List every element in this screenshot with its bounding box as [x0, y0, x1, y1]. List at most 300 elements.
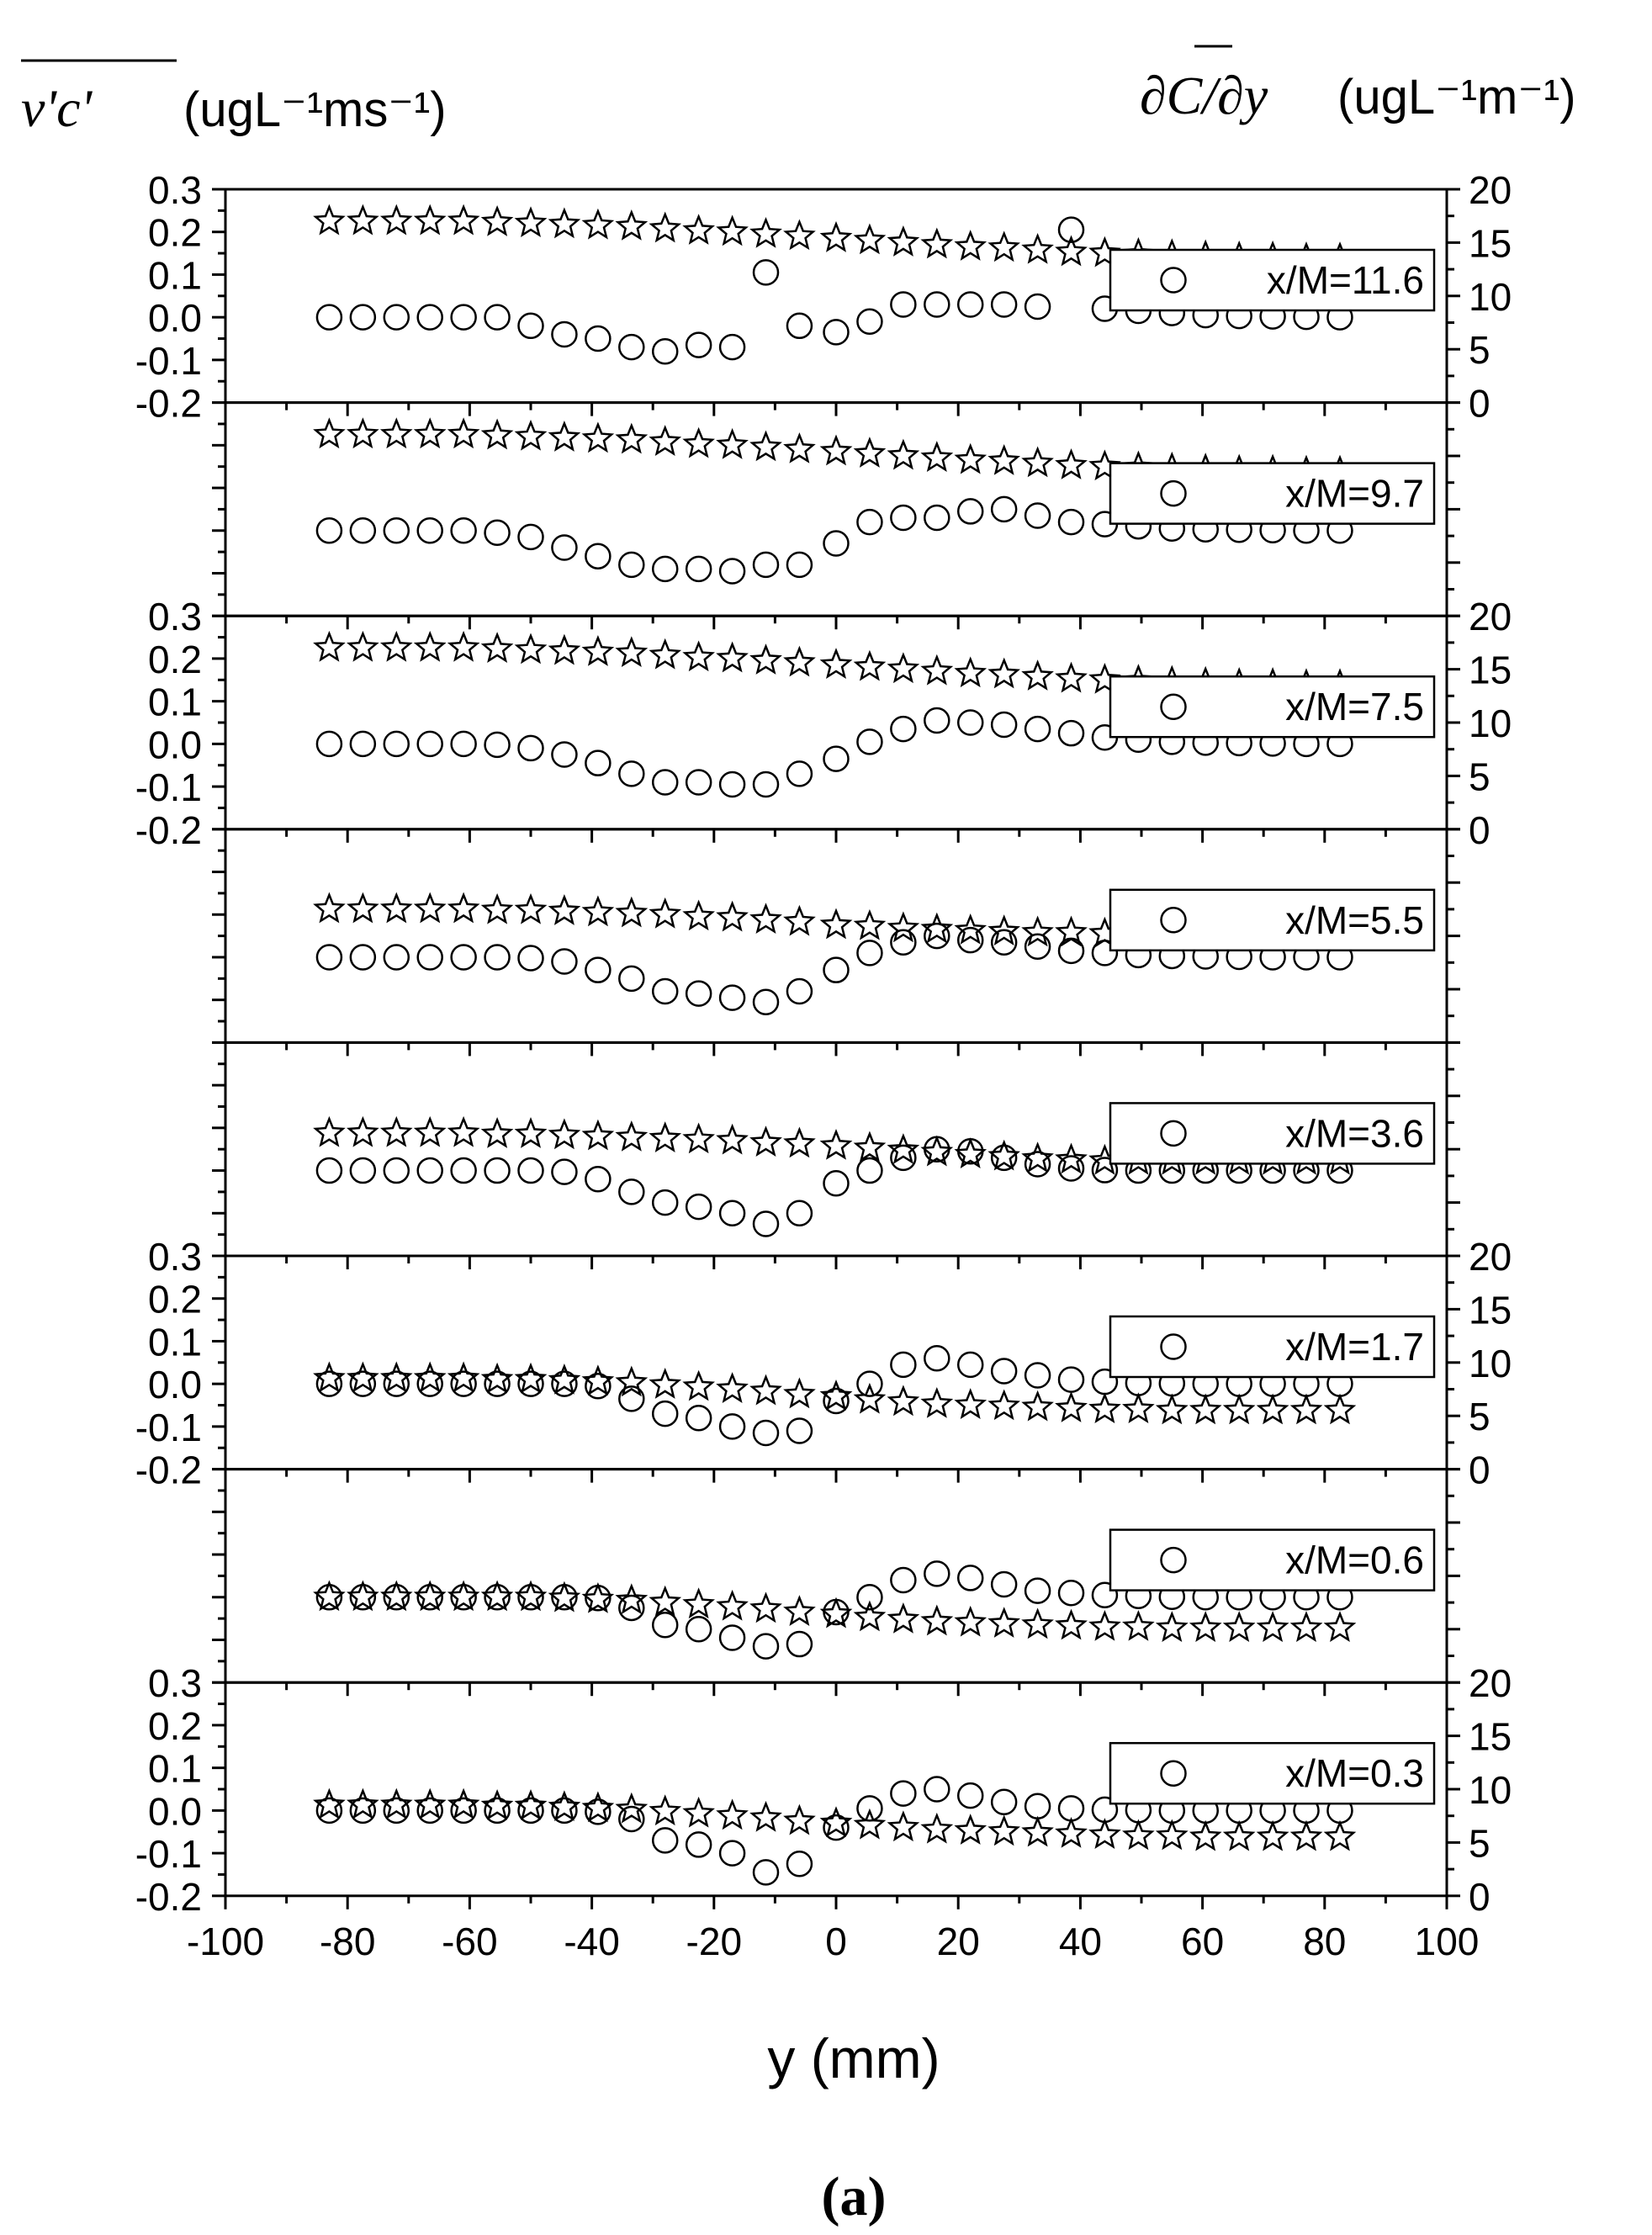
circle-point	[720, 1201, 744, 1226]
star-point	[856, 226, 883, 252]
circle-point	[891, 292, 915, 316]
circle-point	[384, 1158, 409, 1183]
star-point	[718, 1375, 745, 1401]
circle-point	[519, 736, 543, 760]
star-point	[718, 1802, 745, 1828]
star-point	[1192, 1614, 1219, 1640]
star-point	[890, 228, 917, 254]
panel-4	[212, 829, 1460, 1057]
star-point	[416, 207, 443, 233]
left-tick-label: -0.2	[135, 381, 202, 426]
star-point	[383, 895, 410, 921]
circle-point	[317, 1158, 342, 1183]
star-point	[450, 421, 477, 447]
star-point	[517, 636, 544, 662]
circle-point	[686, 771, 711, 795]
star-point	[315, 895, 342, 921]
star-point	[786, 649, 813, 675]
right-tick-label: 5	[1469, 1821, 1491, 1866]
left-tick-label: -0.2	[135, 1874, 202, 1919]
star-point	[924, 657, 950, 683]
legend-label: x/M=0.6	[1285, 1538, 1424, 1582]
right-tick-label: 15	[1469, 1288, 1512, 1332]
star-point	[686, 1373, 712, 1399]
star-point	[1326, 1823, 1353, 1849]
circle-point	[857, 1158, 882, 1183]
circle-point	[1025, 294, 1050, 319]
circle-point	[720, 1625, 744, 1650]
circle-point	[857, 510, 882, 534]
star-point	[991, 1818, 1018, 1844]
legend	[1110, 1316, 1434, 1377]
circle-point	[485, 305, 510, 330]
right-tick-label: 20	[1469, 1235, 1512, 1279]
star-point	[315, 421, 342, 447]
star-point	[484, 1120, 511, 1146]
star-point	[585, 1122, 612, 1148]
left-tick-label: -0.2	[135, 1448, 202, 1492]
circle-point	[585, 326, 610, 351]
left-tick-label: 0.1	[148, 253, 202, 298]
right-axis-units: (ugL⁻¹m⁻¹)	[1337, 70, 1576, 124]
circle-point	[552, 322, 576, 347]
circle-point	[992, 497, 1016, 522]
star-point	[924, 1815, 950, 1841]
circle-point	[891, 1568, 915, 1592]
star-point	[517, 422, 544, 448]
circle-point	[787, 1201, 812, 1226]
star-point	[585, 1368, 612, 1394]
star-point	[618, 899, 645, 925]
circle-point	[384, 732, 409, 756]
circle-point	[519, 1158, 543, 1183]
star-point	[450, 1119, 477, 1145]
star-point	[652, 1370, 679, 1396]
star-point	[856, 912, 883, 938]
circle-point	[519, 945, 543, 970]
circle-point	[824, 1815, 849, 1840]
circle-point	[1059, 939, 1083, 963]
circle-point	[485, 1798, 510, 1823]
star-point	[551, 897, 578, 923]
star-point	[890, 1605, 917, 1631]
left-tick-label: 0.3	[148, 1235, 202, 1279]
star-point	[991, 447, 1018, 473]
star-point	[786, 435, 813, 461]
star-point	[517, 1365, 544, 1391]
left-tick-label: 0.2	[148, 637, 202, 681]
panel-7	[212, 1470, 1460, 1697]
circle-point	[720, 1414, 744, 1438]
right-tick-label: 20	[1469, 1661, 1512, 1706]
star-point	[957, 1391, 984, 1417]
star-point	[652, 900, 679, 926]
circle-point	[824, 320, 849, 344]
circle-point	[317, 305, 342, 330]
circle-point	[992, 1790, 1016, 1814]
star-point	[1259, 1396, 1286, 1422]
x-axis-title: y (mm)	[767, 2027, 940, 2089]
right-tick-label: 10	[1469, 702, 1512, 745]
circle-point	[720, 335, 744, 359]
star-point	[890, 1388, 917, 1414]
circle-point	[720, 772, 744, 797]
circle-point	[585, 1799, 610, 1824]
circle-point	[1025, 717, 1050, 741]
star-point	[551, 1121, 578, 1147]
star-point	[786, 1130, 813, 1156]
circle-point	[824, 1389, 849, 1413]
circle-point	[1025, 1364, 1050, 1388]
star-point	[786, 222, 813, 248]
star-point	[1326, 1614, 1353, 1640]
circle-point	[787, 314, 812, 338]
star-point	[551, 1366, 578, 1392]
star-point	[315, 207, 342, 233]
star-point	[1293, 1614, 1320, 1640]
star-point	[517, 896, 544, 922]
left-tick-label: 0.0	[148, 1363, 202, 1407]
circle-point	[992, 292, 1016, 316]
star-point	[718, 903, 745, 929]
circle-point	[485, 521, 510, 545]
circle-point	[619, 761, 643, 786]
circle-point	[686, 1832, 711, 1856]
circle-point	[418, 1158, 442, 1183]
star-point	[924, 1607, 950, 1634]
right-tick-label: 0	[1469, 381, 1491, 426]
circle-point	[686, 1194, 711, 1219]
star-point	[991, 234, 1018, 260]
panels-group	[135, 168, 1512, 1919]
circle-point	[992, 1358, 1016, 1383]
star-point	[585, 211, 612, 237]
circle-point	[619, 1179, 643, 1204]
right-tick-label: 10	[1469, 274, 1512, 319]
x-axis	[187, 1920, 1479, 1963]
star-point	[1293, 1396, 1320, 1422]
legend	[1110, 463, 1434, 524]
circle-point	[754, 1634, 778, 1659]
panel-8	[135, 1661, 1512, 1919]
star-point	[718, 431, 745, 457]
circle-point	[857, 940, 882, 965]
circle-point	[754, 1860, 778, 1884]
circle-point	[754, 553, 778, 577]
star-point	[618, 212, 645, 238]
star-point	[890, 655, 917, 681]
star-point	[823, 651, 850, 677]
star-point	[786, 908, 813, 934]
x-tick-label: -100	[186, 1919, 265, 1963]
star-point	[924, 230, 950, 257]
circle-point	[653, 1613, 677, 1637]
circle-point	[754, 990, 778, 1014]
circle-point	[787, 1851, 812, 1876]
star-point	[686, 1125, 712, 1152]
left-axis-title	[21, 61, 447, 138]
circle-point	[1059, 510, 1083, 534]
star-point	[856, 1134, 883, 1160]
right-tick-label: 0	[1469, 1874, 1491, 1919]
circle-point	[1059, 1368, 1083, 1392]
star-point	[752, 906, 779, 932]
star-point	[484, 208, 511, 234]
star-point	[752, 1377, 779, 1403]
circle-point	[485, 1158, 510, 1183]
left-tick-label: 0.1	[148, 680, 202, 724]
star-point	[1192, 1823, 1219, 1849]
star-point	[957, 233, 984, 259]
circle-point	[958, 1353, 982, 1377]
star-point	[686, 430, 712, 456]
star-point	[484, 635, 511, 661]
right-axis-symbol: ∂C/∂y	[1140, 66, 1268, 125]
circle-point	[924, 292, 949, 316]
star-point	[686, 1591, 712, 1617]
star-point	[686, 903, 712, 929]
star-point	[1158, 1614, 1185, 1640]
circle-point	[958, 1783, 982, 1808]
legend	[1110, 676, 1434, 737]
star-point	[416, 895, 443, 921]
star-point	[991, 1392, 1018, 1418]
star-point	[551, 1793, 578, 1819]
star-point	[752, 1595, 779, 1621]
circle-point	[924, 506, 949, 530]
star-point	[1125, 1822, 1152, 1848]
right-tick-label: 5	[1469, 328, 1491, 373]
circle-point	[891, 1353, 915, 1377]
figure-caption: (a)	[821, 2166, 887, 2227]
legend	[1110, 1530, 1434, 1591]
star-point	[517, 209, 544, 236]
circle-point	[485, 945, 510, 969]
star-point	[1293, 1823, 1320, 1849]
circle-point	[686, 333, 711, 357]
circle-point	[720, 559, 744, 583]
star-point	[752, 220, 779, 246]
circle-point	[891, 1782, 915, 1806]
circle-point	[585, 751, 610, 776]
right-tick-label: 20	[1469, 168, 1512, 212]
circle-point	[924, 1777, 949, 1802]
star-point	[585, 898, 612, 924]
circle-point	[585, 958, 610, 982]
star-point	[1259, 1614, 1286, 1640]
circle-point	[754, 1211, 778, 1236]
circle-point	[787, 761, 812, 786]
circle-point	[1059, 721, 1083, 745]
star-point	[618, 1123, 645, 1149]
circle-point	[351, 305, 375, 330]
panel-3	[135, 595, 1512, 852]
star-point	[686, 217, 712, 243]
circle-point	[619, 553, 643, 577]
circle-point	[1025, 1579, 1050, 1603]
left-axis-symbol: v'c'	[21, 78, 93, 138]
star-point	[1259, 1823, 1286, 1849]
right-tick-label: 15	[1469, 648, 1512, 692]
circle-point	[958, 711, 982, 735]
circle-point	[585, 1374, 610, 1398]
circle-point	[317, 945, 342, 969]
star-point	[652, 214, 679, 241]
star-point	[786, 1380, 813, 1406]
star-point	[618, 639, 645, 665]
circle-point	[958, 1565, 982, 1590]
left-tick-label: 0.1	[148, 1746, 202, 1791]
circle-point	[686, 982, 711, 1006]
circle-point	[754, 260, 778, 284]
right-tick-label: 20	[1469, 595, 1512, 639]
legend-label: x/M=5.5	[1285, 898, 1424, 942]
star-point	[484, 896, 511, 922]
circle-point	[418, 518, 442, 543]
circle-point	[787, 553, 812, 577]
star-point	[484, 421, 511, 448]
legend	[1110, 1743, 1434, 1803]
circle-point	[351, 945, 375, 969]
x-tick-label: 100	[1414, 1919, 1480, 1963]
left-axis-units: (ugL⁻¹ms⁻¹)	[183, 82, 447, 137]
right-tick-label: 0	[1469, 808, 1491, 852]
left-tick-label: 0.3	[148, 168, 202, 212]
star-point	[652, 1125, 679, 1151]
star-point	[1057, 1146, 1084, 1172]
star-point	[1057, 919, 1084, 945]
right-tick-label: 5	[1469, 755, 1491, 799]
star-point	[856, 1385, 883, 1411]
star-point	[1057, 1394, 1084, 1420]
star-point	[450, 633, 477, 659]
right-tick-label: 5	[1469, 1395, 1491, 1439]
star-point	[383, 1119, 410, 1145]
legend-label: x/M=3.6	[1285, 1111, 1424, 1156]
circle-point	[1025, 504, 1050, 528]
circle-point	[824, 1171, 849, 1195]
star-point	[823, 224, 850, 250]
left-tick-label: 0.3	[148, 1661, 202, 1706]
star-point	[718, 218, 745, 244]
circle-point	[384, 305, 409, 330]
legend-label: x/M=0.3	[1285, 1751, 1424, 1796]
circle-point	[754, 772, 778, 797]
star-point	[1091, 1613, 1118, 1639]
star-point	[416, 421, 443, 447]
star-point	[1024, 449, 1051, 475]
star-point	[551, 637, 578, 663]
star-point	[618, 1795, 645, 1821]
x-tick-label: 60	[1181, 1919, 1225, 1963]
star-point	[856, 440, 883, 466]
star-point	[1091, 1396, 1118, 1422]
circle-point	[519, 1798, 543, 1823]
star-point	[1057, 665, 1084, 691]
star-point	[349, 207, 376, 233]
circle-point	[720, 1841, 744, 1866]
star-point	[823, 1382, 850, 1408]
star-point	[1024, 236, 1051, 262]
star-point	[1125, 1396, 1152, 1422]
circle-point	[552, 1160, 576, 1184]
right-tick-label: 0	[1469, 1448, 1491, 1492]
circle-point	[384, 518, 409, 543]
circle-point	[686, 1617, 711, 1641]
star-point	[856, 653, 883, 679]
panel-6	[135, 1235, 1512, 1492]
star-point	[1326, 1396, 1353, 1422]
x-tick-label: -80	[319, 1919, 376, 1963]
star-point	[823, 1131, 850, 1157]
left-tick-label: -0.1	[135, 338, 202, 383]
star-point	[786, 1807, 813, 1833]
circle-point	[787, 1632, 812, 1656]
circle-point	[686, 1406, 711, 1430]
right-axis-title	[1140, 46, 1576, 125]
circle-point	[857, 1796, 882, 1820]
star-point	[484, 1365, 511, 1391]
circle-point	[619, 335, 643, 359]
circle-point	[585, 544, 610, 569]
circle-point	[720, 986, 744, 1010]
circle-point	[754, 1421, 778, 1445]
left-tick-label: 0.2	[148, 1703, 202, 1748]
star-point	[718, 644, 745, 670]
circle-point	[1059, 1581, 1083, 1605]
star-point	[1226, 1614, 1252, 1640]
panel-5	[212, 1042, 1460, 1269]
left-tick-label: -0.1	[135, 765, 202, 810]
star-point	[823, 1809, 850, 1835]
legend	[1110, 250, 1434, 310]
star-point	[315, 633, 342, 659]
circle-point	[619, 967, 643, 991]
circle-point	[857, 729, 882, 754]
star-point	[652, 428, 679, 454]
star-point	[652, 641, 679, 667]
circle-point	[452, 518, 476, 543]
star-point	[383, 207, 410, 233]
star-point	[349, 421, 376, 447]
star-point	[957, 1608, 984, 1634]
star-point	[957, 916, 984, 942]
star-point	[349, 1119, 376, 1145]
star-point	[1024, 663, 1051, 689]
star-point	[416, 1119, 443, 1145]
circle-point	[1025, 1794, 1050, 1819]
legend	[1110, 1103, 1434, 1163]
circle-point	[552, 1372, 576, 1396]
x-tick-label: -40	[564, 1919, 620, 1963]
x-tick-label: 0	[825, 1919, 847, 1963]
star-point	[1192, 1396, 1219, 1422]
star-point	[856, 1603, 883, 1629]
x-tick-label: 20	[936, 1919, 980, 1963]
star-point	[752, 1129, 779, 1155]
circle-point	[787, 1418, 812, 1443]
x-tick-label: -60	[442, 1919, 498, 1963]
circle-point	[485, 733, 510, 757]
left-tick-label: 0.2	[148, 210, 202, 255]
left-tick-label: 0.1	[148, 1320, 202, 1364]
circle-point	[519, 1372, 543, 1396]
circle-point	[552, 536, 576, 560]
star-point	[416, 633, 443, 659]
circle-point	[519, 525, 543, 549]
star-point	[517, 1792, 544, 1818]
star-point	[618, 426, 645, 452]
